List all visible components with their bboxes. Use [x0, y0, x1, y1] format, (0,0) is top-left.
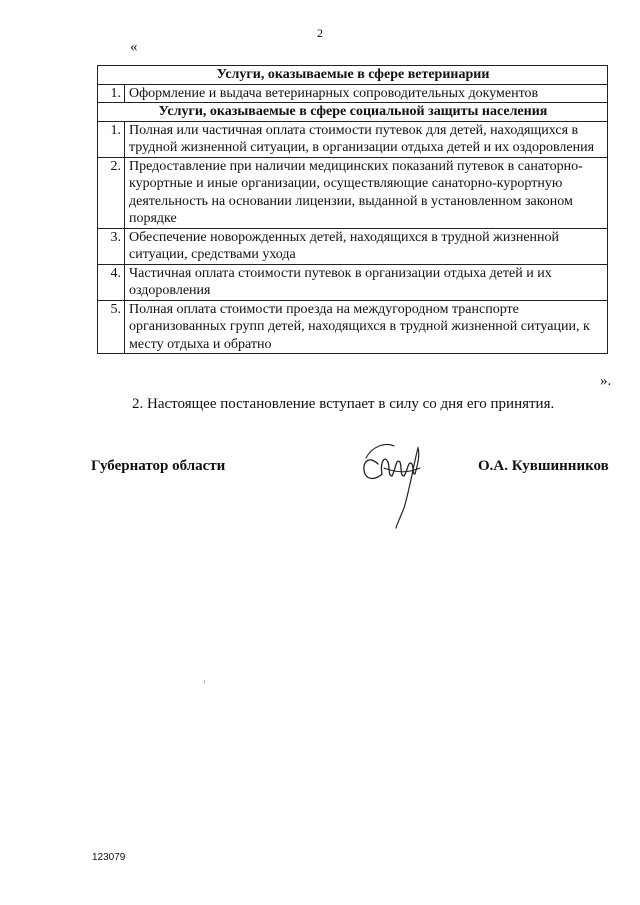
- section-header-row: [98, 66, 608, 85]
- signatory-name: О.А. Кувшинников: [478, 458, 609, 474]
- table-row: [98, 84, 608, 103]
- row-text: Обеспечение новорожденных детей, находящихся в трудной жизненной ситуации, средствами ухода: [125, 228, 608, 264]
- services-table: [97, 65, 608, 354]
- handwritten-signature: [358, 438, 428, 530]
- row-text: Полная оплата стоимости проезда на междугородном транспорте организованных групп детей, находящихся в трудной жизненной ситуации, к месту отдыха и обратно: [125, 300, 608, 354]
- section-header-row: [98, 103, 608, 122]
- document-code: 123079: [92, 852, 126, 863]
- signatory-title: Губернатор области: [91, 458, 226, 474]
- row-number: 5.: [98, 300, 125, 354]
- clause-effective-date: 2. Настоящее постановление вступает в силу со дня его принятия.: [132, 396, 555, 412]
- row-number: 3.: [98, 228, 125, 264]
- row-text: Оформление и выдача ветеринарных сопроводительных документов: [125, 84, 608, 103]
- row-number: 1.: [98, 121, 125, 157]
- section-header-social-protection: Услуги, оказываемые в сфере социальной защиты населения: [98, 103, 608, 122]
- row-text: Частичная оплата стоимости путевок в организации отдыха детей и их оздоровления: [125, 264, 608, 300]
- page-number: 2: [317, 26, 323, 40]
- row-text: Полная или частичная оплата стоимости путевок для детей, находящихся в трудной жизненной ситуации, в организации отдыха детей и их оздоровления: [125, 121, 608, 157]
- opening-quote-mark: «: [130, 39, 138, 55]
- row-number: 4.: [98, 264, 125, 300]
- row-number: 2.: [98, 157, 125, 228]
- table-row: [98, 121, 608, 157]
- table-row: [98, 157, 608, 228]
- section-header-veterinary: Услуги, оказываемые в сфере ветеринарии: [98, 66, 608, 85]
- table-row: [98, 300, 608, 354]
- table-row: [98, 264, 608, 300]
- table-row: [98, 228, 608, 264]
- row-number: 1.: [98, 84, 125, 103]
- scan-artifact: [204, 680, 205, 684]
- closing-quote-mark: ».: [600, 373, 612, 389]
- row-text: Предоставление при наличии медицинских показаний путевок в санаторно-курортные и иные организации, осуществляющие санаторно-курортную деятельность на основании лицензии, выданной в установленном законом порядке: [125, 157, 608, 228]
